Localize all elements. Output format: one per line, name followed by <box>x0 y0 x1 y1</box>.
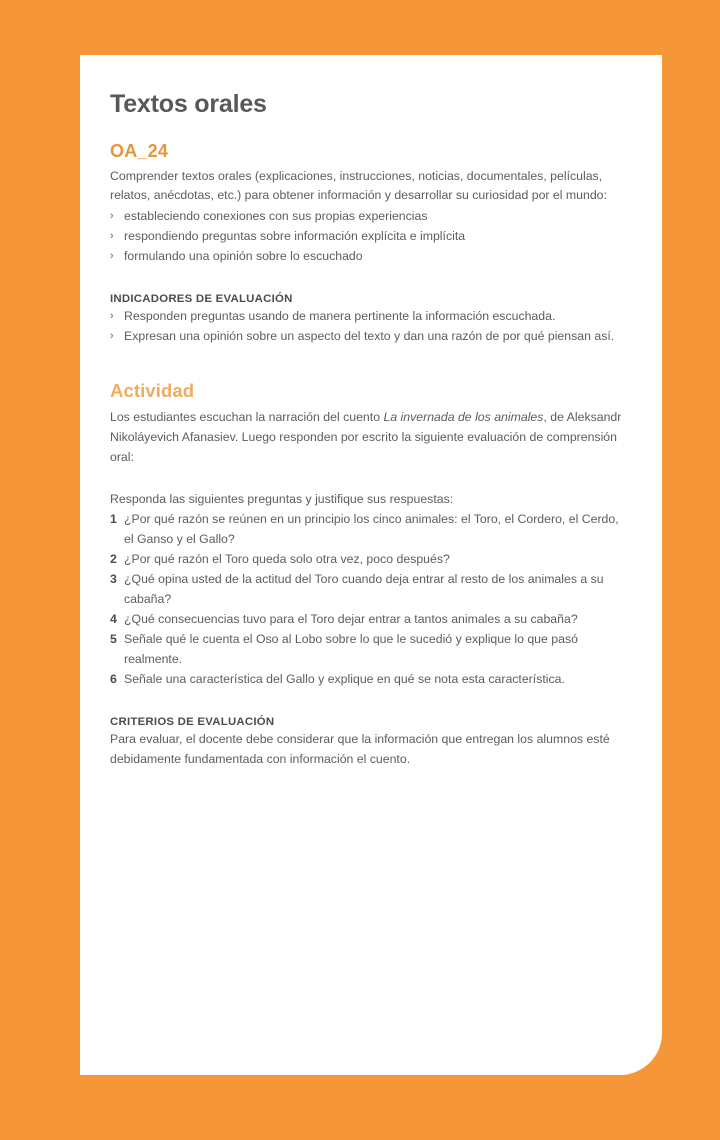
question-text: ¿Por qué razón el Toro queda solo otra vez, poco después? <box>124 552 450 567</box>
list-item <box>110 610 628 630</box>
activity-intro <box>110 408 628 468</box>
indicators-heading: INDICADORES DE EVALUACIÓN <box>110 293 293 306</box>
chevron-icon: › <box>110 230 114 243</box>
question-text: ¿Qué opina usted de la actitud del Toro cuando deja entrar al resto de los animales a su cabaña? <box>124 572 604 607</box>
activity-intro-part1: Los estudiantes escuchan la narración del cuento <box>110 409 384 424</box>
list-item <box>110 550 628 570</box>
list-item <box>110 510 628 550</box>
question-number: 4 <box>110 612 117 626</box>
list-item <box>110 670 628 690</box>
page-title: Textos orales <box>110 90 267 118</box>
questions-prompt: Responda las siguientes preguntas y justifique sus respuestas: <box>110 491 454 506</box>
list-item-label: Responden preguntas usando de manera pertinente la información escuchada. <box>124 309 556 324</box>
objective-bullet-list <box>110 207 628 267</box>
question-text: ¿Por qué razón se reúnen en un principio los cinco animales: el Toro, el Cordero, el Cerdo, el Ganso y el Gallo? <box>124 512 619 547</box>
chevron-icon: › <box>110 329 114 342</box>
activity-intro-part2: , de Aleksandr Nikoláyevich Afanasiev. Luego responden por escrito la siguiente evaluación de comprensión oral: <box>110 409 622 464</box>
question-text: Señale qué le cuenta el Oso al Lobo sobre lo que le sucedió y explique lo que pasó realmente. <box>124 631 578 666</box>
story-title: La invernada de los animales <box>383 409 544 424</box>
list-item <box>110 227 628 247</box>
objective-description: Comprender textos orales (explicaciones, instrucciones, noticias, documentales, películas, relatos, anécdotas, etc.) para obtener información y desarrollar su curiosidad por el mundo: <box>110 168 607 203</box>
list-item <box>110 207 628 227</box>
list-item <box>110 570 628 610</box>
list-item <box>110 307 628 327</box>
question-number: 5 <box>110 631 117 646</box>
list-item-label: Expresan una opinión sobre un aspecto del texto y dan una razón de por qué piensan así. <box>124 328 615 343</box>
question-number: 2 <box>110 552 117 567</box>
activity-heading: Actividad <box>110 379 195 401</box>
questions-list <box>110 510 628 689</box>
list-item <box>110 630 628 670</box>
list-item <box>110 247 628 267</box>
criteria-text: Para evaluar, el docente debe considerar que la información que entregan los alumnos esté debidamente fundamentada con información el cuento. <box>110 731 610 766</box>
content-column <box>110 91 628 769</box>
list-item-label: respondiendo preguntas sobre información explícita e implícita <box>124 229 466 244</box>
list-item <box>110 327 628 347</box>
question-number: 6 <box>110 671 117 686</box>
question-text: Señale una característica del Gallo y explique en qué se nota esta característica. <box>124 671 565 686</box>
criteria-heading: CRITERIOS DE EVALUACIÓN <box>110 715 275 728</box>
content-card <box>80 55 662 1075</box>
objective-code: OA_24 <box>110 140 169 161</box>
chevron-icon: › <box>110 210 114 223</box>
chevron-icon: › <box>110 310 114 323</box>
list-item-label: estableciendo conexiones con sus propias experiencias <box>124 209 428 224</box>
question-number: 1 <box>110 512 117 527</box>
question-text: ¿Qué consecuencias tuvo para el Toro dejar entrar a tantos animales a su cabaña? <box>124 612 578 626</box>
indicators-list <box>110 307 628 347</box>
question-number: 3 <box>110 572 117 587</box>
chevron-icon: › <box>110 250 114 263</box>
list-item-label: formulando una opinión sobre lo escuchado <box>124 249 363 264</box>
